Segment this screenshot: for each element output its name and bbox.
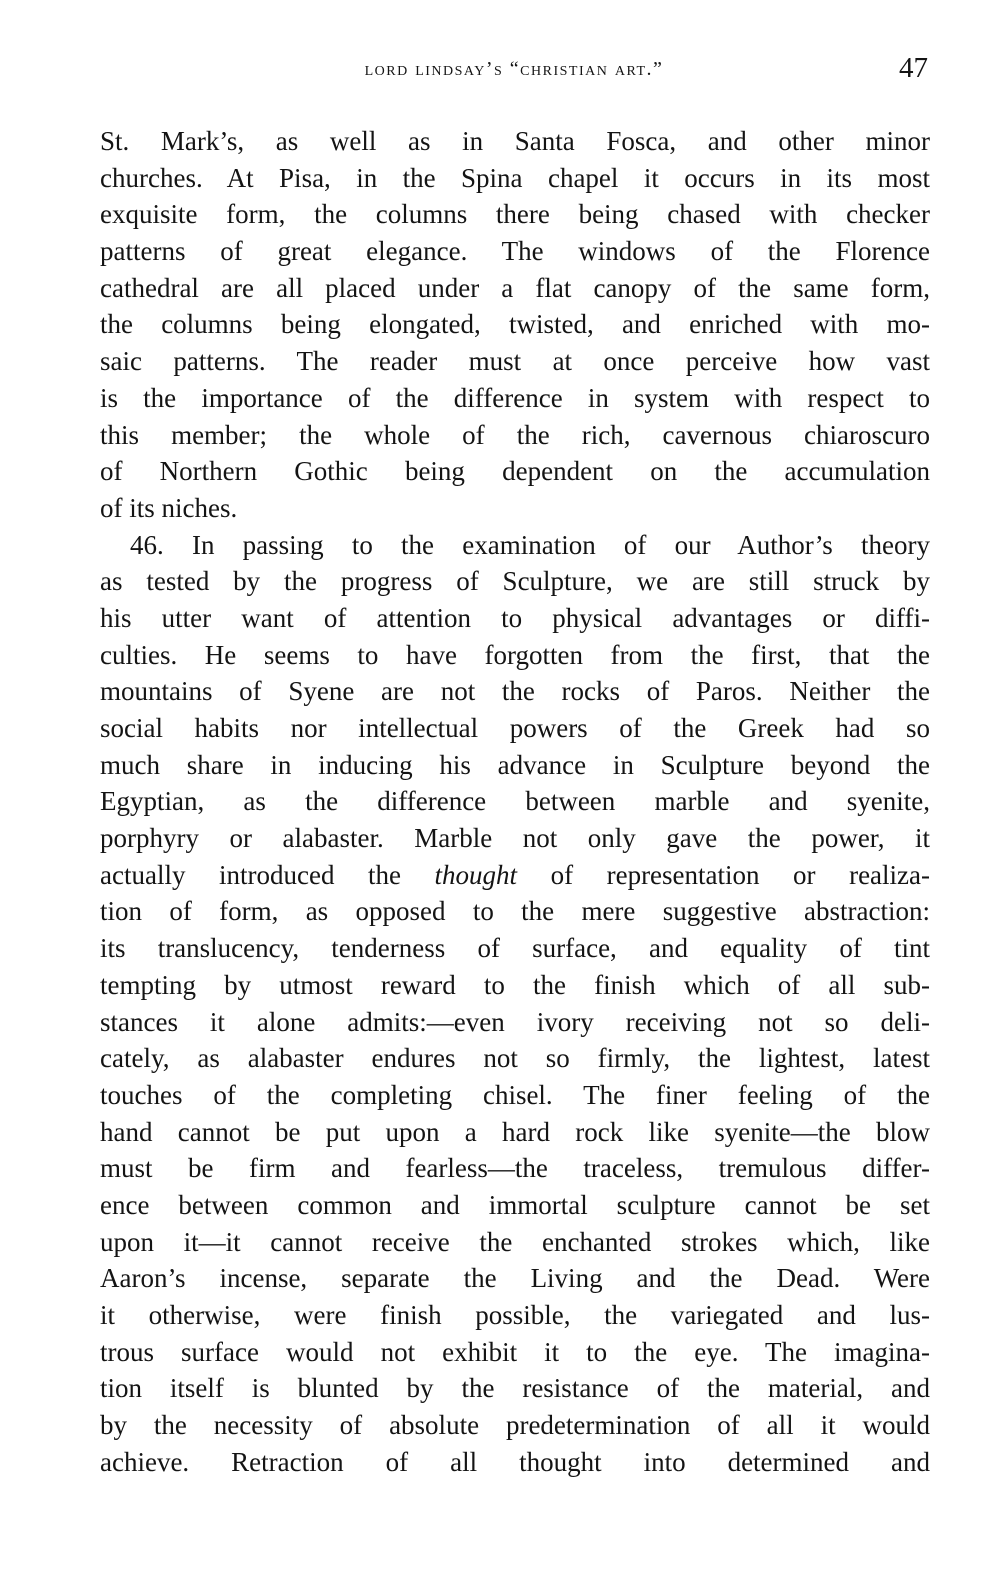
text-line: social habits nor intellectual powers of the Greek had so [100,713,930,743]
text-line: culties. He seems to have forgotten from the first, that the [100,639,930,670]
text-line: its translucency, tenderness of surface, and equality of tint [100,933,930,964]
text-line: porphyry or alabaster. Marble not only gave the power, it [100,823,930,854]
text-line: exquisite form, the columns there being chased with checker [100,199,930,230]
text-line: tempting by utmost reward to the finish which of all sub- [100,969,930,1000]
text-line: much share in inducing his advance in Sculpture beyond the [100,749,930,780]
text-line: mountains of Syene are not the rocks of Paros. Neither the [100,676,930,707]
text-line: tion of form, as opposed to the mere suggestive abstraction: [100,896,930,927]
paragraph-1 [100,123,930,527]
text-line: trous surface would not exhibit it to the eye. The imagina- [100,1336,930,1367]
text-line: must be firm and fearless—the traceless, tremulous differ- [100,1153,930,1184]
text-line: 46. In passing to the examination of our Author’s theory [130,529,930,560]
text-segment: of representation or realiza- [517,859,930,890]
text-line: hand cannot be put upon a hard rock like syenite—the blow [100,1116,930,1147]
text-line: patterns of great elegance. The windows of the Florence [100,236,930,267]
text-line-with-italic [100,857,930,894]
paragraph-46 [100,527,930,1481]
running-head [100,52,928,92]
text-line: touches of the completing chisel. The finer feeling of the [100,1079,930,1110]
text-line: by the necessity of absolute predetermination of all it would [100,1410,930,1441]
text-line: Egyptian, as the difference between marble and syenite, [100,786,930,817]
text-line: of Northern Gothic being dependent on the accumulation [100,456,930,487]
running-title: lord lindsay’s “christian art.” [364,58,664,80]
text-line: this member; the whole of the rich, cavernous chiaroscuro [100,419,930,450]
text-line: cately, as alabaster endures not so firmly, the lightest, latest [100,1043,930,1074]
page-number: 47 [899,52,928,84]
text-line: saic patterns. The reader must at once perceive how vast [100,346,930,377]
text-line: as tested by the progress of Sculpture, we are still struck by [100,566,930,597]
text-segment: actually introduced the [100,859,435,890]
text-line: the columns being elongated, twisted, and enriched with mo- [100,309,930,340]
text-line: of its niches. [100,492,238,523]
text-line: churches. At Pisa, in the Spina chapel it occurs in its most [100,162,930,193]
text-line: it otherwise, were finish possible, the variegated and lus- [100,1300,930,1330]
text-line: cathedral are all placed under a flat canopy of the same form, [100,272,930,303]
text-line: tion itself is blunted by the resistance of the material, and [100,1373,930,1404]
text-line: Aaron’s incense, separate the Living and the Dead. Were [100,1263,930,1294]
italic-word: thought [434,859,518,890]
text-line: stances it alone admits:—even ivory receiving not so deli- [100,1006,930,1037]
body-text [100,123,930,1480]
text-line: St. Mark’s, as well as in Santa Fosca, and other minor [100,126,930,156]
text-line: his utter want of attention to physical advantages or diffi- [100,602,930,633]
text-line: ence between common and immortal sculpture cannot be set [100,1189,930,1220]
text-line: is the importance of the difference in system with respect to [100,382,930,413]
text-line: upon it—it cannot receive the enchanted strokes which, like [100,1226,930,1257]
text-line: achieve. Retraction of all thought into determined and [100,1446,930,1477]
